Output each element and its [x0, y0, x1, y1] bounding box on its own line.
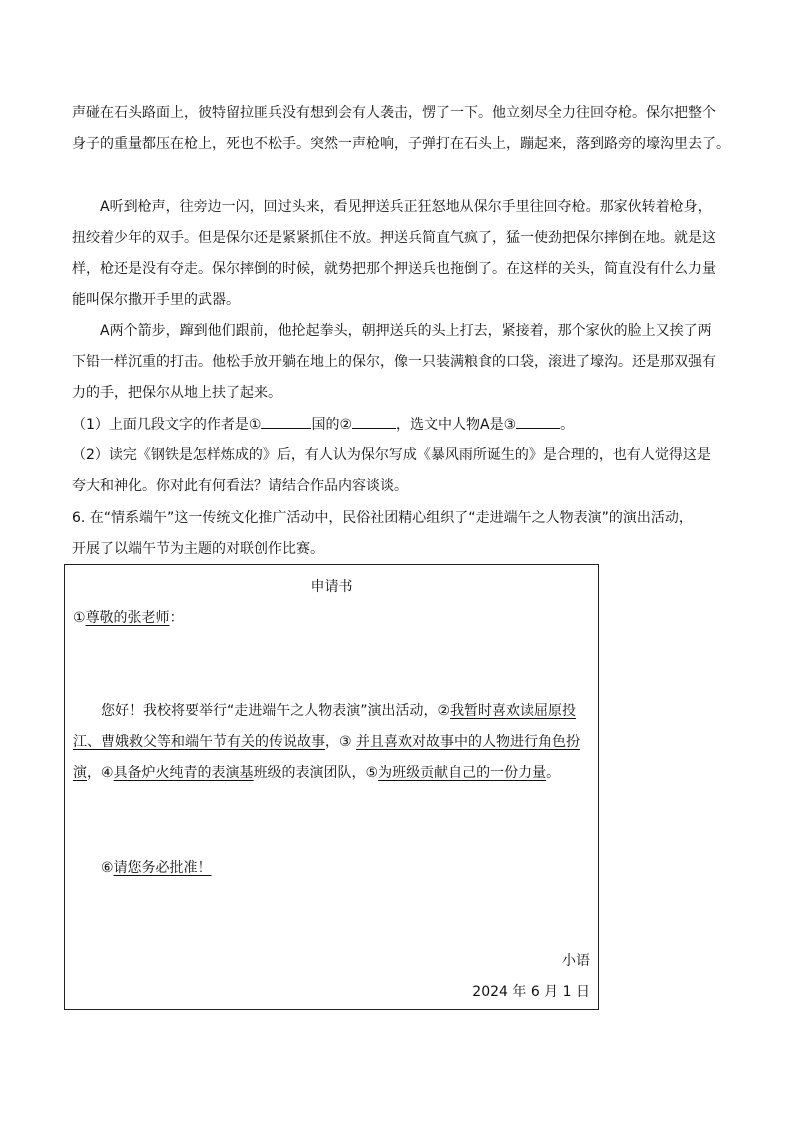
line-p3-1: A两个箭步，蹿到他们跟前，他抡起拳头，朝押送兵的头上打去，紧接着，那个家伙的脸上又挨了两: [100, 323, 712, 339]
marker-1: ①: [73, 610, 86, 626]
body-text: 您好！我校将要举行“走进端午之人物表演”演出活动，②: [101, 703, 451, 719]
line-p2-2: 扭绞着少年的双手。但是保尔还是紧紧抓住不放。押送兵简直气疯了，猛一使劲把保尔摔倒在地。就是这: [72, 230, 716, 246]
body-text: 班级的表演团队，⑤: [253, 765, 379, 781]
letter-title: 申请书: [310, 579, 353, 595]
letter-closing: [101, 858, 212, 878]
letter-body-line-2: [73, 732, 580, 752]
body-text: 。: [546, 765, 561, 781]
underlined-sentence-4: 具备炉火纯青的表演基: [113, 765, 254, 781]
line-p2-3: 样，枪还是没有夺走。保尔摔倒的时候，就势把那个押送兵也拖倒了。在这样的关头，简直没有什么力量: [72, 261, 716, 277]
question-6-line-2: 开展了以端午节为主题的对联创作比赛。: [72, 541, 324, 557]
line-p3-3: 力的手，把保尔从地上扶了起来。: [72, 385, 282, 401]
letter-signature: 小语: [562, 953, 590, 969]
letter-body-line-1: [101, 701, 576, 721]
line-p1-2: 身子的重量都压在枪上，死也不松手。突然一声枪响，子弹打在石头上，蹦起来，落到路旁的壕沟里去了。: [72, 136, 730, 152]
question-1-part-d: 。: [560, 417, 575, 433]
salutation-text: 尊敬的张老师: [85, 610, 170, 626]
question-2-line-2: 夸大和神化。你对此有何看法？请结合作品内容谈谈。: [72, 478, 408, 494]
line-p2-1: A听到枪声，往旁边一闪，回过头来，看见押送兵正狂怒地从保尔手里往回夺枪。那家伙转着枪身，: [100, 199, 712, 215]
marker-6: ⑥: [101, 860, 114, 876]
underlined-sentence-6: 请您务必批准！: [113, 860, 212, 876]
underlined-sentence-2-cont: 江、曹娥救父等和端午节有关的传说故事: [73, 734, 325, 750]
answer-blank-1[interactable]: [261, 414, 311, 429]
underlined-sentence-3: 并且喜欢对故事中的人物进行角色扮: [356, 734, 581, 750]
underlined-sentence-5: 为班级贡献自己的一份力量: [378, 765, 547, 781]
body-text: ，④: [87, 765, 114, 781]
question-1-part-a: （1）上面几段文字的作者是①: [72, 417, 262, 433]
letter-date: 2024 年 6 月 1 日: [472, 984, 590, 1000]
letter-body-line-3: [73, 763, 560, 783]
question-6-line-1: 6. 在“情系端午”这一传统文化推广活动中，民俗社团精心组织了“走进端午之人物表演”的演出活动，: [72, 510, 693, 526]
line-p1-1: 声碰在石头路面上，彼特留拉匪兵没有想到会有人袭击，愣了一下。他立刻尽全力往回夺枪。保尔把整个: [72, 105, 716, 121]
answer-blank-2[interactable]: [352, 414, 396, 429]
line-p3-2: 下铅一样沉重的打击。他松手放开躺在地上的保尔，像一只装满粮食的口袋，滚进了壕沟。还是那双强有: [72, 354, 716, 370]
question-1-part-c: ，选文中人物A是③: [396, 417, 517, 433]
question-1: [72, 414, 574, 435]
question-2-line-1: （2）读完《钢铁是怎样炼成的》后，有人认为保尔写成《暴风雨所诞生的》是合理的，也有人觉得这是: [72, 447, 711, 463]
underlined-sentence-3-cont: 演: [73, 765, 87, 781]
answer-blank-3[interactable]: [516, 414, 560, 429]
salutation-colon: ：: [169, 610, 184, 626]
application-letter-box: [64, 564, 599, 1010]
question-1-part-b: 国的②: [311, 417, 353, 433]
underlined-sentence-2: 我暂时喜欢读屈原投: [450, 703, 577, 719]
letter-salutation: [73, 608, 184, 628]
body-text: ，③: [325, 734, 357, 750]
line-p2-4: 能叫保尔撒开手里的武器。: [72, 292, 240, 308]
